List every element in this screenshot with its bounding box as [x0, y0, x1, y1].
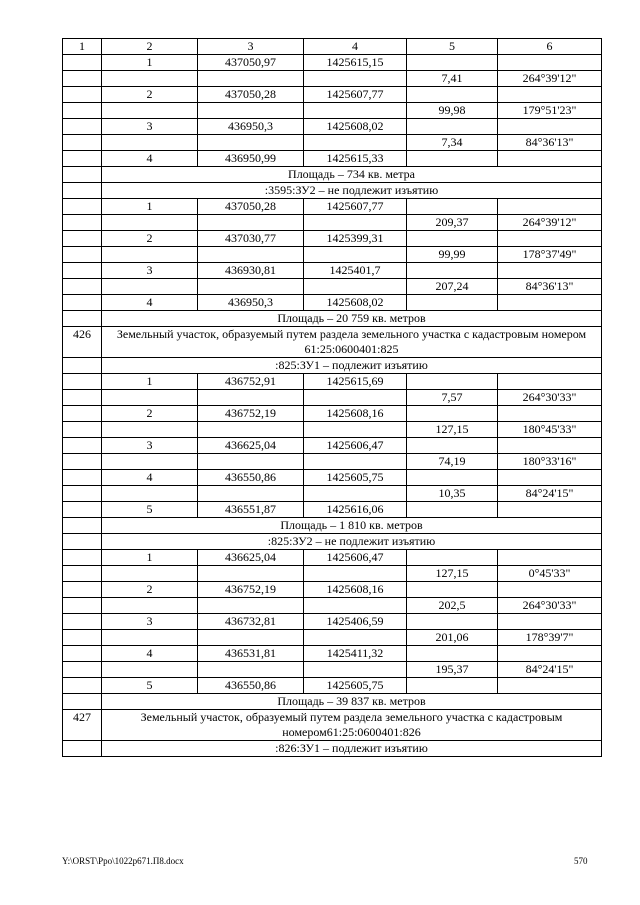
item-number-cell [63, 199, 102, 215]
table-body [63, 55, 602, 757]
x-coordinate-cell [198, 215, 304, 231]
x-coordinate-cell: 436950,99 [198, 151, 304, 167]
table-row [63, 263, 602, 279]
table-row [63, 55, 602, 71]
item-number-cell [63, 630, 102, 646]
bearing-cell [498, 151, 602, 167]
point-number-cell: 3 [102, 438, 198, 454]
x-coordinate-cell [198, 103, 304, 119]
x-coordinate-cell [198, 390, 304, 406]
point-number-cell [102, 215, 198, 231]
bearing-cell: 84°24'15" [498, 486, 602, 502]
point-number-cell: 4 [102, 470, 198, 486]
x-coordinate-cell [198, 566, 304, 582]
item-number-cell [63, 247, 102, 263]
x-coordinate-cell: 436732,81 [198, 614, 304, 630]
y-coordinate-cell: 1425605,75 [304, 678, 407, 694]
item-number-cell [63, 231, 102, 247]
table-row [63, 741, 602, 757]
y-coordinate-cell: 1425608,16 [304, 406, 407, 422]
table-row [63, 199, 602, 215]
y-coordinate-cell [304, 598, 407, 614]
bearing-cell: 178°39'7" [498, 630, 602, 646]
x-coordinate-cell: 436550,86 [198, 470, 304, 486]
table-row [63, 247, 602, 263]
point-number-cell: 3 [102, 263, 198, 279]
header-cell: 1 [63, 39, 102, 55]
length-cell: 10,35 [407, 486, 498, 502]
bearing-cell [498, 582, 602, 598]
item-number-cell [63, 215, 102, 231]
table-row [63, 119, 602, 135]
y-coordinate-cell [304, 486, 407, 502]
bearing-cell [498, 87, 602, 103]
item-number-cell [63, 518, 102, 534]
bearing-cell [498, 470, 602, 486]
x-coordinate-cell [198, 454, 304, 470]
x-coordinate-cell: 436752,91 [198, 374, 304, 390]
length-cell [407, 406, 498, 422]
y-coordinate-cell: 1425607,77 [304, 87, 407, 103]
item-number-cell [63, 534, 102, 550]
bearing-cell: 84°36'13" [498, 279, 602, 295]
table-row [63, 598, 602, 614]
item-number-cell [63, 741, 102, 757]
y-coordinate-cell [304, 215, 407, 231]
item-number-cell [63, 295, 102, 311]
x-coordinate-cell: 436625,04 [198, 438, 304, 454]
table-row [63, 582, 602, 598]
x-coordinate-cell [198, 247, 304, 263]
x-coordinate-cell: 436625,04 [198, 550, 304, 566]
x-coordinate-cell: 437030,77 [198, 231, 304, 247]
y-coordinate-cell [304, 390, 407, 406]
table-row [63, 502, 602, 518]
table-row [63, 422, 602, 438]
point-number-cell: 2 [102, 582, 198, 598]
merged-text-cell: Земельный участок, образуемый путем раздела земельного участка с кадастровым номером 61:25:0600401:825 [102, 327, 602, 358]
point-number-cell [102, 566, 198, 582]
point-number-cell [102, 630, 198, 646]
coordinates-table [62, 38, 602, 757]
y-coordinate-cell [304, 566, 407, 582]
bearing-cell [498, 550, 602, 566]
item-number-cell [63, 119, 102, 135]
table-row [63, 662, 602, 678]
item-number-cell [63, 71, 102, 87]
point-number-cell [102, 422, 198, 438]
point-number-cell [102, 486, 198, 502]
point-number-cell [102, 390, 198, 406]
table-row [63, 374, 602, 390]
y-coordinate-cell [304, 135, 407, 151]
length-cell: 201,06 [407, 630, 498, 646]
bearing-cell: 180°45'33" [498, 422, 602, 438]
y-coordinate-cell [304, 103, 407, 119]
length-cell [407, 502, 498, 518]
y-coordinate-cell [304, 662, 407, 678]
bearing-cell [498, 406, 602, 422]
bearing-cell: 84°36'13" [498, 135, 602, 151]
item-number-cell [63, 470, 102, 486]
item-number-cell [63, 103, 102, 119]
table-row [63, 279, 602, 295]
bearing-cell [498, 614, 602, 630]
length-cell [407, 470, 498, 486]
x-coordinate-cell: 436950,3 [198, 295, 304, 311]
item-number-cell [63, 263, 102, 279]
length-cell [407, 614, 498, 630]
length-cell: 195,37 [407, 662, 498, 678]
point-number-cell [102, 454, 198, 470]
x-coordinate-cell: 436930,81 [198, 263, 304, 279]
x-coordinate-cell: 436752,19 [198, 582, 304, 598]
point-number-cell: 4 [102, 295, 198, 311]
header-cell: 4 [304, 39, 407, 55]
table-row [63, 87, 602, 103]
length-cell [407, 55, 498, 71]
y-coordinate-cell: 1425608,16 [304, 582, 407, 598]
x-coordinate-cell [198, 71, 304, 87]
y-coordinate-cell: 1425606,47 [304, 438, 407, 454]
length-cell: 207,24 [407, 279, 498, 295]
merged-text-cell: Земельный участок, образуемый путем раздела земельного участка с кадастровым номером61:25:0600401:826 [102, 710, 602, 741]
item-number-cell [63, 582, 102, 598]
y-coordinate-cell: 1425608,02 [304, 119, 407, 135]
length-cell [407, 87, 498, 103]
length-cell [407, 231, 498, 247]
table-row [63, 406, 602, 422]
point-number-cell: 2 [102, 406, 198, 422]
y-coordinate-cell: 1425606,47 [304, 550, 407, 566]
item-number-cell [63, 550, 102, 566]
y-coordinate-cell [304, 247, 407, 263]
bearing-cell [498, 646, 602, 662]
item-number-cell [63, 390, 102, 406]
point-number-cell: 5 [102, 502, 198, 518]
item-number-cell [63, 486, 102, 502]
table-row [63, 486, 602, 502]
length-cell [407, 438, 498, 454]
y-coordinate-cell: 1425616,06 [304, 502, 407, 518]
bearing-cell: 264°30'33" [498, 598, 602, 614]
point-number-cell: 1 [102, 374, 198, 390]
bearing-cell: 180°33'16" [498, 454, 602, 470]
length-cell [407, 646, 498, 662]
item-number-cell: 427 [63, 710, 102, 741]
length-cell: 7,41 [407, 71, 498, 87]
header-cell: 6 [498, 39, 602, 55]
bearing-cell [498, 295, 602, 311]
y-coordinate-cell: 1425608,02 [304, 295, 407, 311]
table-row [63, 295, 602, 311]
header-cell: 5 [407, 39, 498, 55]
table-row [63, 358, 602, 374]
table-row [63, 518, 602, 534]
table-row [63, 534, 602, 550]
x-coordinate-cell: 437050,28 [198, 199, 304, 215]
item-number-cell [63, 358, 102, 374]
length-cell: 209,37 [407, 215, 498, 231]
merged-text-cell: Площадь – 734 кв. метра [102, 167, 602, 183]
x-coordinate-cell: 436950,3 [198, 119, 304, 135]
table-row [63, 215, 602, 231]
point-number-cell: 1 [102, 550, 198, 566]
length-cell [407, 263, 498, 279]
item-number-cell [63, 135, 102, 151]
merged-text-cell: :825:ЗУ1 – подлежит изъятию [102, 358, 602, 374]
x-coordinate-cell [198, 486, 304, 502]
length-cell: 127,15 [407, 566, 498, 582]
table-row [63, 438, 602, 454]
length-cell [407, 374, 498, 390]
merged-text-cell: Площадь – 20 759 кв. метров [102, 311, 602, 327]
y-coordinate-cell [304, 422, 407, 438]
item-number-cell [63, 646, 102, 662]
merged-text-cell: Площадь – 1 810 кв. метров [102, 518, 602, 534]
y-coordinate-cell: 1425411,32 [304, 646, 407, 662]
point-number-cell: 4 [102, 151, 198, 167]
item-number-cell [63, 406, 102, 422]
table-row [63, 167, 602, 183]
table-row [63, 390, 602, 406]
merged-text-cell: :3595:ЗУ2 – не подлежит изъятию [102, 183, 602, 199]
footer-file-path: Y:\ORST\Ppo\1022p671.П8.docx [62, 856, 184, 866]
item-number-cell [63, 598, 102, 614]
item-number-cell [63, 454, 102, 470]
table-row [63, 646, 602, 662]
y-coordinate-cell: 1425615,33 [304, 151, 407, 167]
bearing-cell [498, 55, 602, 71]
table-row [63, 327, 602, 358]
item-number-cell: 426 [63, 327, 102, 358]
item-number-cell [63, 151, 102, 167]
bearing-cell: 264°30'33" [498, 390, 602, 406]
item-number-cell [63, 438, 102, 454]
point-number-cell: 3 [102, 119, 198, 135]
merged-text-cell: :826:ЗУ1 – подлежит изъятию [102, 741, 602, 757]
x-coordinate-cell: 436531,81 [198, 646, 304, 662]
length-cell: 202,5 [407, 598, 498, 614]
x-coordinate-cell [198, 630, 304, 646]
table-row [63, 135, 602, 151]
bearing-cell [498, 263, 602, 279]
table-row [63, 71, 602, 87]
y-coordinate-cell [304, 630, 407, 646]
table-row [63, 311, 602, 327]
item-number-cell [63, 311, 102, 327]
bearing-cell [498, 678, 602, 694]
table-row [63, 183, 602, 199]
table-row [63, 231, 602, 247]
length-cell [407, 295, 498, 311]
table-row [63, 694, 602, 710]
bearing-cell: 0°45'33" [498, 566, 602, 582]
x-coordinate-cell [198, 662, 304, 678]
bearing-cell [498, 119, 602, 135]
item-number-cell [63, 678, 102, 694]
bearing-cell: 84°24'15" [498, 662, 602, 678]
bearing-cell: 179°51'23" [498, 103, 602, 119]
header-cell: 2 [102, 39, 198, 55]
x-coordinate-cell: 436551,87 [198, 502, 304, 518]
bearing-cell [498, 374, 602, 390]
x-coordinate-cell: 437050,97 [198, 55, 304, 71]
point-number-cell: 4 [102, 646, 198, 662]
point-number-cell: 3 [102, 614, 198, 630]
item-number-cell [63, 55, 102, 71]
item-number-cell [63, 87, 102, 103]
item-number-cell [63, 279, 102, 295]
bearing-cell: 178°37'49" [498, 247, 602, 263]
merged-text-cell: :825:ЗУ2 – не подлежит изъятию [102, 534, 602, 550]
length-cell: 7,34 [407, 135, 498, 151]
item-number-cell [63, 422, 102, 438]
x-coordinate-cell [198, 279, 304, 295]
item-number-cell [63, 662, 102, 678]
y-coordinate-cell [304, 71, 407, 87]
table-row [63, 470, 602, 486]
x-coordinate-cell: 436550,86 [198, 678, 304, 694]
bearing-cell [498, 199, 602, 215]
x-coordinate-cell [198, 135, 304, 151]
table-row [63, 614, 602, 630]
x-coordinate-cell: 437050,28 [198, 87, 304, 103]
length-cell: 99,99 [407, 247, 498, 263]
point-number-cell [102, 247, 198, 263]
bearing-cell: 264°39'12" [498, 215, 602, 231]
table-row [63, 103, 602, 119]
length-cell [407, 119, 498, 135]
table-row [63, 678, 602, 694]
length-cell: 127,15 [407, 422, 498, 438]
point-number-cell: 1 [102, 199, 198, 215]
table-row [63, 454, 602, 470]
table-row [63, 550, 602, 566]
table-header-row [63, 39, 602, 55]
point-number-cell [102, 135, 198, 151]
table-row [63, 151, 602, 167]
footer-page-number: 570 [574, 856, 588, 866]
length-cell [407, 550, 498, 566]
x-coordinate-cell [198, 422, 304, 438]
item-number-cell [63, 694, 102, 710]
length-cell [407, 151, 498, 167]
table-row [63, 710, 602, 741]
y-coordinate-cell: 1425406,59 [304, 614, 407, 630]
bearing-cell: 264°39'12" [498, 71, 602, 87]
length-cell [407, 199, 498, 215]
table-row [63, 566, 602, 582]
item-number-cell [63, 502, 102, 518]
item-number-cell [63, 566, 102, 582]
point-number-cell: 2 [102, 87, 198, 103]
y-coordinate-cell: 1425615,15 [304, 55, 407, 71]
bearing-cell [498, 438, 602, 454]
length-cell [407, 582, 498, 598]
point-number-cell: 5 [102, 678, 198, 694]
point-number-cell [102, 279, 198, 295]
length-cell: 7,57 [407, 390, 498, 406]
length-cell: 99,98 [407, 103, 498, 119]
y-coordinate-cell: 1425401,7 [304, 263, 407, 279]
y-coordinate-cell [304, 454, 407, 470]
point-number-cell: 2 [102, 231, 198, 247]
y-coordinate-cell: 1425399,31 [304, 231, 407, 247]
point-number-cell [102, 71, 198, 87]
point-number-cell [102, 598, 198, 614]
y-coordinate-cell [304, 279, 407, 295]
header-cell: 3 [198, 39, 304, 55]
point-number-cell: 1 [102, 55, 198, 71]
bearing-cell [498, 231, 602, 247]
bearing-cell [498, 502, 602, 518]
y-coordinate-cell: 1425607,77 [304, 199, 407, 215]
item-number-cell [63, 167, 102, 183]
point-number-cell [102, 662, 198, 678]
x-coordinate-cell [198, 598, 304, 614]
y-coordinate-cell: 1425605,75 [304, 470, 407, 486]
item-number-cell [63, 614, 102, 630]
item-number-cell [63, 374, 102, 390]
length-cell: 74,19 [407, 454, 498, 470]
point-number-cell [102, 103, 198, 119]
length-cell [407, 678, 498, 694]
x-coordinate-cell: 436752,19 [198, 406, 304, 422]
y-coordinate-cell: 1425615,69 [304, 374, 407, 390]
merged-text-cell: Площадь – 39 837 кв. метров [102, 694, 602, 710]
item-number-cell [63, 183, 102, 199]
table-row [63, 630, 602, 646]
